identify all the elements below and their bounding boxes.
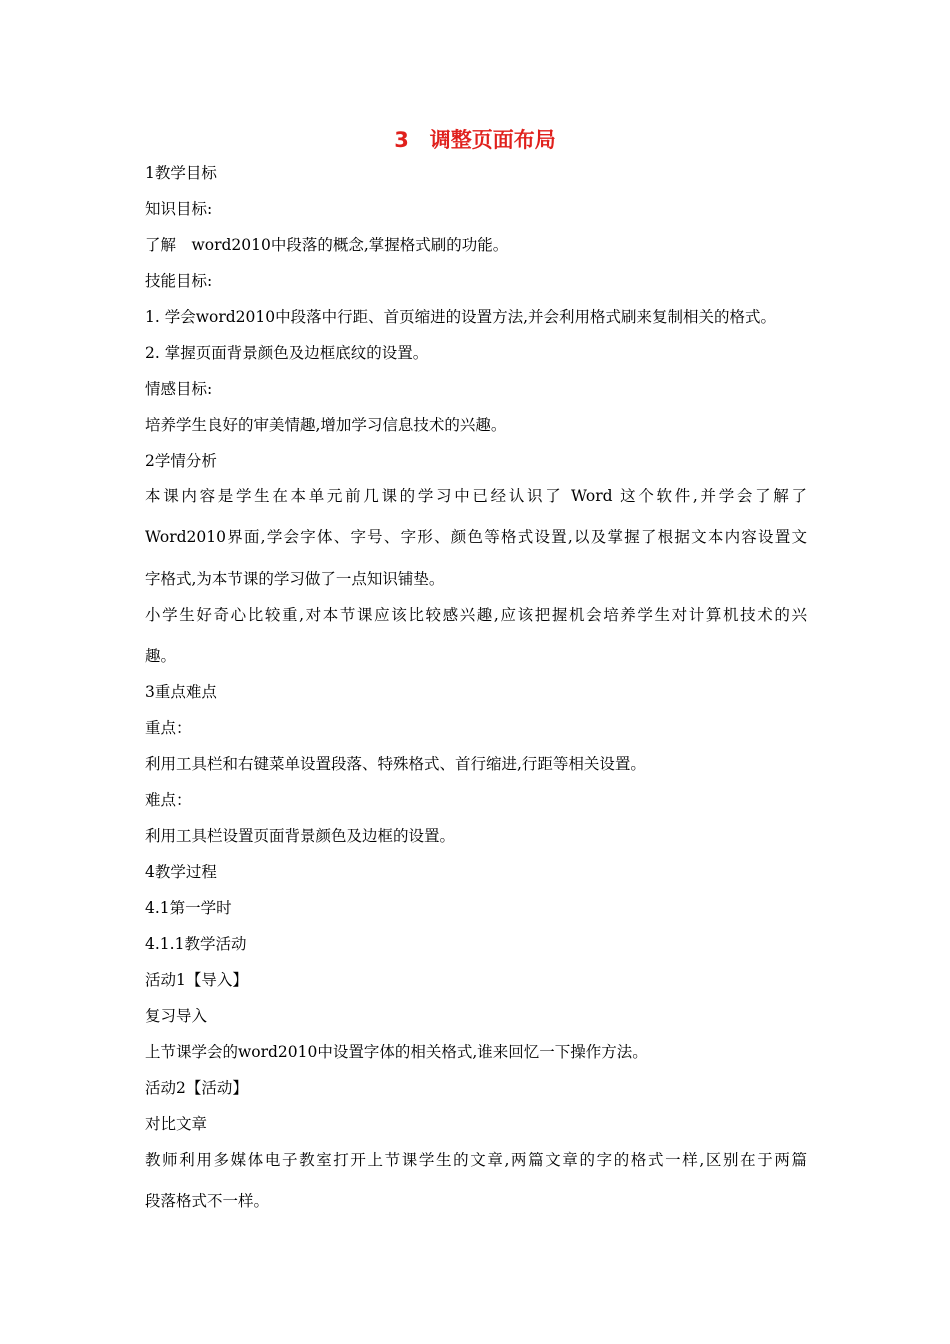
- label-review: 复习导入: [145, 1007, 208, 1025]
- paragraph: 教师利用多媒体电子教室打开上节课学生的文章,两篇文章的字的格式一样,区别在于两篇: [145, 1151, 807, 1169]
- label-activity-2: 活动2【活动】: [145, 1079, 248, 1097]
- paragraph: Word2010界面,学会字体、字号、字形、颜色等格式设置,以及掌握了根据文本内容设置文: [145, 528, 807, 546]
- heading-teaching-goals: 1教学目标: [145, 164, 217, 182]
- label-compare-articles: 对比文章: [145, 1115, 208, 1133]
- paragraph: 趣。: [145, 647, 177, 665]
- heading-student-analysis: 2学情分析: [145, 452, 217, 470]
- heading-teaching-activities: 4.1.1教学活动: [145, 935, 247, 953]
- label-knowledge-goal: 知识目标:: [145, 200, 213, 218]
- paragraph: 了解 word2010中段落的概念,掌握格式刷的功能。: [145, 236, 509, 254]
- heading-teaching-process: 4教学过程: [145, 863, 217, 881]
- paragraph: 利用工具栏和右键菜单设置段落、特殊格式、首行缩进,行距等相关设置。: [145, 755, 646, 773]
- paragraph: 上节课学会的word2010中设置字体的相关格式,谁来回忆一下操作方法。: [145, 1043, 648, 1061]
- paragraph: 培养学生良好的审美情趣,增加学习信息技术的兴趣。: [145, 416, 507, 434]
- paragraph: 2. 掌握页面背景颜色及边框底纹的设置。: [145, 344, 429, 362]
- paragraph: 小学生好奇心比较重,对本节课应该比较感兴趣,应该把握机会培养学生对计算机技术的兴: [145, 606, 807, 624]
- paragraph: 字格式,为本节课的学习做了一点知识铺垫。: [145, 570, 445, 588]
- paragraph: 利用工具栏设置页面背景颜色及边框的设置。: [145, 827, 456, 845]
- label-skill-goal: 技能目标:: [145, 272, 213, 290]
- label-emotion-goal: 情感目标:: [145, 380, 213, 398]
- paragraph: 本课内容是学生在本单元前几课的学习中已经认识了 Word 这个软件,并学会了解了: [145, 487, 807, 505]
- label-difficulty: 难点：: [145, 791, 192, 809]
- label-key-point: 重点：: [145, 719, 192, 737]
- heading-key-points: 3重点难点: [145, 683, 217, 701]
- label-activity-1: 活动1【导入】: [145, 971, 248, 989]
- paragraph: 段落格式不一样。: [145, 1192, 270, 1210]
- document-title: 3 调整页面布局: [394, 128, 556, 152]
- paragraph: 1. 学会word2010中段落中行距、首页缩进的设置方法,并会利用格式刷来复制相关的格式。: [145, 308, 777, 326]
- heading-first-lesson: 4.1第一学时: [145, 899, 232, 917]
